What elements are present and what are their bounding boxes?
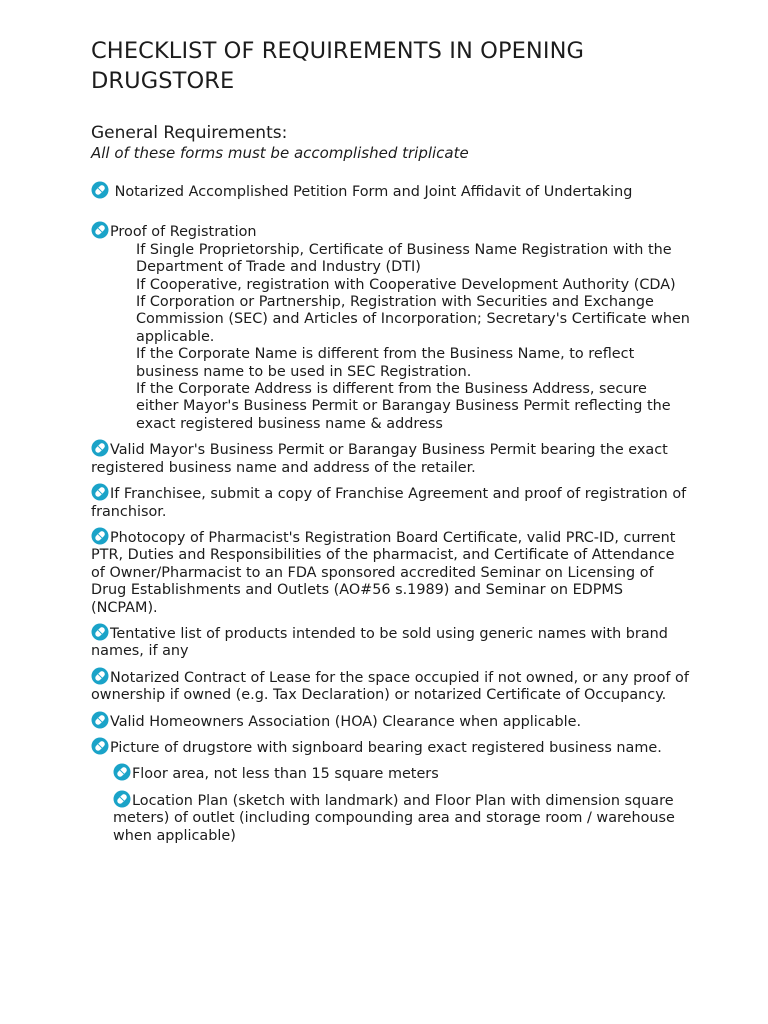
list-item [91, 527, 691, 617]
item-text: Tentative list of products intended to be sold using generic names with brand names, if any [91, 625, 668, 660]
item-text: Floor area, not less than 15 square meters [132, 766, 439, 783]
pill-icon [113, 790, 131, 808]
pill-icon [91, 439, 109, 457]
pill-icon [113, 763, 131, 781]
item-text: Notarized Contract of Lease for the space occupied if not owned, or any proof of ownership if owned (e.g. Tax Declaration) or notarized Certificate of Occupancy. [91, 669, 689, 704]
item-text: Notarized Accomplished Petition Form and Joint Affidavit of Undertaking [110, 184, 633, 200]
list-item [91, 439, 691, 477]
item-text: Valid Homeowners Association (HOA) Clearance when applicable. [110, 713, 582, 730]
sub-item: If Cooperative, registration with Cooperative Development Authority (CDA) [136, 276, 676, 293]
list-item [91, 737, 691, 757]
pill-icon [91, 483, 109, 501]
list-item [91, 181, 691, 201]
section-heading: General Requirements: [91, 123, 288, 143]
document-page [91, 36, 691, 845]
sub-item: If Corporation or Partnership, Registration with Securities and Exchange Commission (SEC) and Articles of Incorporation; Secretary's Certificate when applicable. [136, 294, 690, 345]
requirements-list [91, 181, 691, 845]
sub-list [91, 242, 691, 433]
document-title: CHECKLIST OF REQUIREMENTS IN OPENING DRUGSTORE [91, 38, 585, 94]
item-text: Photocopy of Pharmacist's Registration Board Certificate, valid PRC-ID, current PTR, Duties and Responsibilities of the pharmacist, and Certificate of Attendance of Owner/Pharmacist to an FDA sponsored accredited Seminar on Licensing of Drug Establishments and Outlets (AO#56 s.1989) and Seminar on EDPMS (NCPAM). [91, 529, 676, 616]
item-text: If Franchisee, submit a copy of Franchise Agreement and proof of registration of franchisor. [91, 486, 687, 520]
pill-icon [91, 711, 109, 729]
list-item [91, 221, 691, 433]
item-text: Valid Mayor's Business Permit or Barangay Business Permit bearing the exact registered business name and address of the retailer. [91, 442, 668, 476]
list-item [91, 483, 691, 521]
sub-item: If the Corporate Address is different from the Business Address, secure either Mayor's Business Permit or Barangay Business Permit reflecting the exact registered business name & address [136, 381, 671, 432]
pill-icon [91, 221, 109, 239]
list-item [91, 711, 691, 731]
item-text: Location Plan (sketch with landmark) and Floor Plan with dimension square meters) of outlet (including compounding area and storage room / warehouse when applicable) [113, 792, 675, 844]
pill-icon [91, 737, 109, 755]
pill-icon [91, 527, 109, 545]
section-note: All of these forms must be accomplished triplicate [91, 144, 469, 162]
sub-item: If Single Proprietorship, Certificate of Business Name Registration with the Department of Trade and Industry (DTI) [136, 241, 672, 276]
pill-icon [91, 623, 109, 641]
item-text: Proof of Registration [110, 224, 257, 241]
item-text: Picture of drugstore with signboard bearing exact registered business name. [110, 739, 662, 756]
pill-icon [91, 667, 109, 685]
list-item [91, 667, 691, 705]
sub-item: If the Corporate Name is different from the Business Name, to reflect business name to be used in SEC Registration. [136, 346, 635, 380]
list-item [91, 763, 691, 783]
list-item [91, 790, 691, 845]
pill-icon [91, 181, 109, 199]
list-item [91, 623, 691, 661]
